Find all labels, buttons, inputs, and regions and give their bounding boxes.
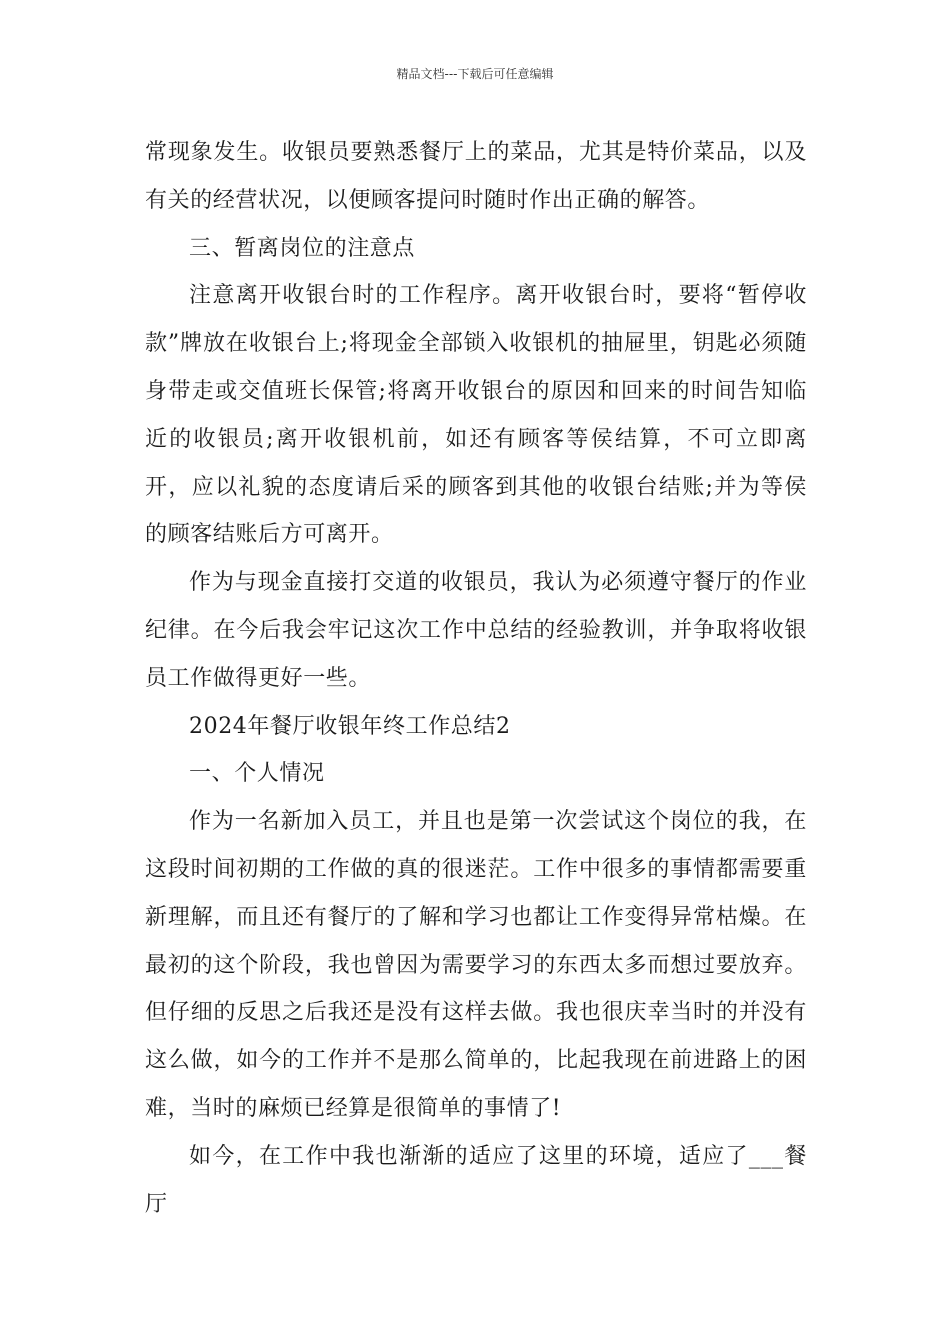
section-heading-3: 三、暂离岗位的注意点 (189, 235, 416, 261)
document-title-2: 2024年餐厅收银年终工作总结2 (189, 713, 511, 739)
paragraph-conclusion: 作为与现金直接打交道的收银员，我认为必须遵守餐厅的作业纪律。在今后我会牢记这次工作中总结的经验教训，并争取将收银员工作做得更好一些。 (145, 570, 807, 691)
section-heading-1: 一、个人情况 (189, 761, 325, 787)
page-header: 精品文档---下载后可任意编辑 (396, 67, 554, 81)
paragraph-adaptation: 如今，在工作中我也渐渐的适应了这里的环境，适应了___餐厅 (145, 1143, 807, 1217)
document-body (145, 129, 807, 1228)
paragraph-personal-situation: 作为一名新加入员工，并且也是第一次尝试这个岗位的我，在这段时间初期的工作做的真的很迷茫。工作中很多的事情都需要重新理解，而且还有餐厅的了解和学习也都让工作变得异常枯燥。在最初的这个阶段，我也曾因为需要学习的东西太多而想过要放弃。但仔细的反思之后我还是没有这样去做。我也很庆幸当时的并没有这么做，如今的工作并不是那么简单的，比起我现在前进路上的困难，当时的麻烦已经算是很简单的事情了! (145, 809, 807, 1121)
paragraph-continuation: 常现象发生。收银员要熟悉餐厅上的菜品，尤其是特价菜品，以及有关的经营状况，以便顾客提问时随时作出正确的解答。 (145, 140, 807, 213)
paragraph-leave-procedure: 注意离开收银台时的工作程序。离开收银台时，要将“暂停收款”牌放在收银台上;将现金全部锁入收银机的抽屉里，钥匙必须随身带走或交值班长保管;将离开收银台的原因和回来的时间告知临近的收银员;离开收银机前，如还有顾客等侯结算，不可立即离开，应以礼貌的态度请后采的顾客到其他的收银台结账;并为等侯的顾客结账后方可离开。 (145, 283, 807, 548)
